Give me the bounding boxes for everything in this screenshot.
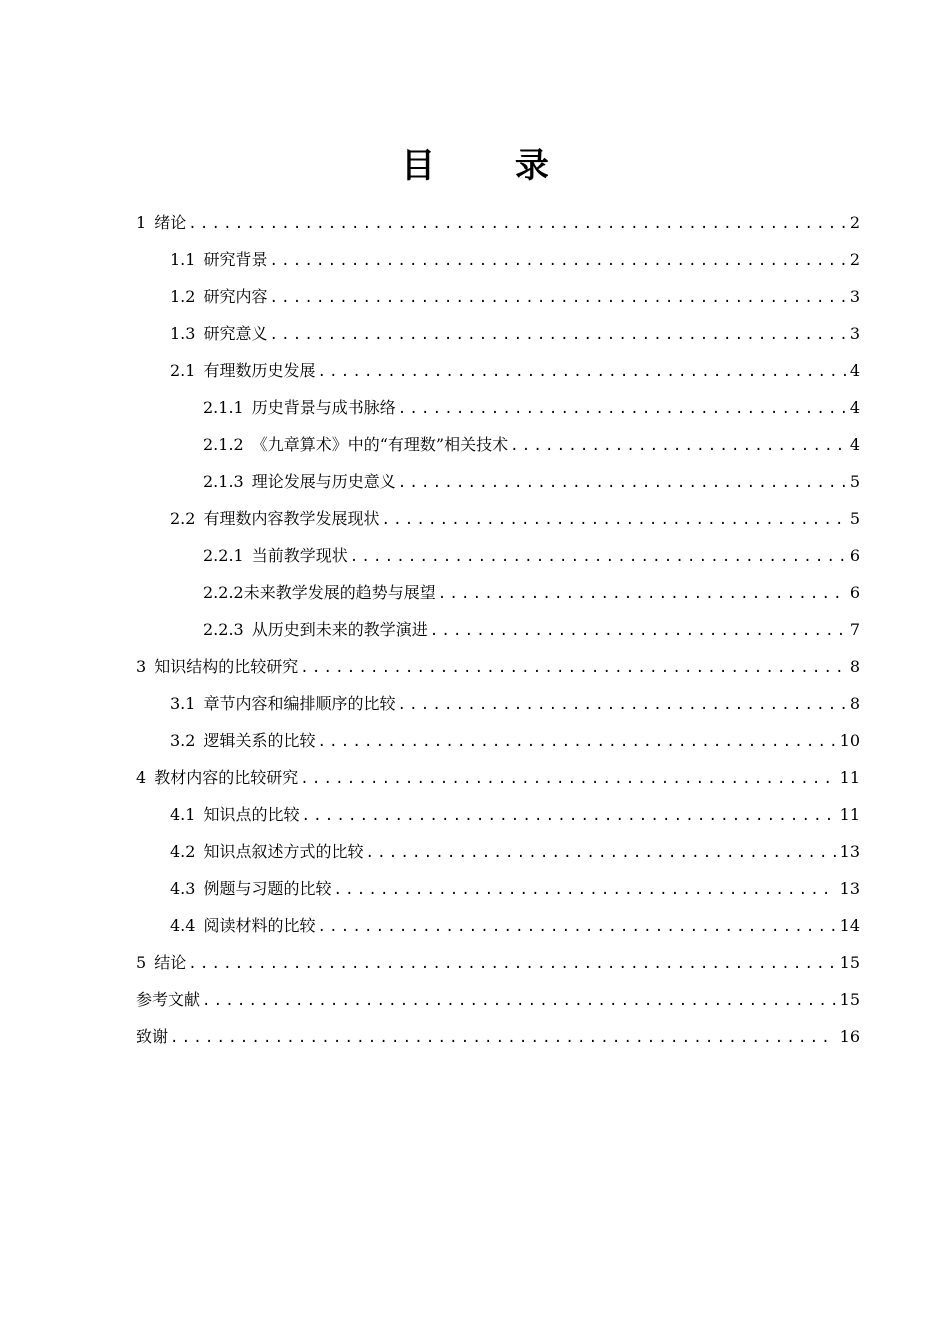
toc-entry-number: 1	[136, 213, 147, 232]
toc-entry[interactable]	[136, 722, 860, 759]
toc-entry[interactable]	[136, 796, 860, 833]
toc-entry-label: 结论	[154, 953, 187, 972]
toc-title: 目 录	[401, 146, 583, 186]
toc-entry-label: 理论发展与历史意义	[251, 472, 396, 491]
toc-entry-page: 5	[849, 472, 860, 491]
toc-leader-dots	[300, 761, 835, 798]
toc-entry-label: 研究背景	[203, 250, 268, 269]
toc-leader-dots	[269, 243, 845, 280]
toc-leader-dots	[317, 354, 845, 391]
toc-leader-dots	[188, 946, 835, 983]
toc-entry[interactable]	[136, 426, 860, 463]
toc-entry-page: 2	[849, 213, 860, 232]
toc-entry-number: 1.3	[170, 324, 196, 343]
toc-entry-label: 从历史到未来的教学演进	[251, 620, 428, 639]
toc-leader-dots	[333, 872, 835, 909]
toc-entry[interactable]	[136, 352, 860, 389]
toc-entry-number: 2.2.3	[203, 620, 244, 639]
toc-leader-dots	[317, 724, 835, 761]
toc-entry-page: 8	[849, 694, 860, 713]
toc-entry[interactable]	[136, 907, 860, 944]
toc-entry[interactable]	[136, 944, 860, 981]
toc-entry-number: 2.1.1	[203, 398, 244, 417]
toc-entry[interactable]	[136, 685, 860, 722]
toc-leader-dots	[510, 428, 846, 465]
toc-leader-dots	[398, 391, 846, 428]
toc-entry[interactable]	[136, 759, 860, 796]
toc-entry-number: 2.2	[170, 509, 196, 528]
toc-entry-label: 绪论	[154, 213, 187, 232]
toc-entry-label: 知识点的比较	[203, 805, 300, 824]
toc-entry[interactable]	[136, 870, 860, 907]
toc-entry-number: 2.1	[170, 361, 196, 380]
toc-entry-page: 4	[849, 361, 860, 380]
toc-entry-page: 16	[839, 1027, 860, 1046]
toc-entry[interactable]	[136, 463, 860, 500]
toc-leader-dots	[398, 465, 846, 502]
toc-entry[interactable]	[136, 204, 860, 241]
toc-entry-number: 4	[136, 768, 147, 787]
toc-entry-label: 研究内容	[203, 287, 268, 306]
toc-leader-dots	[300, 650, 846, 687]
toc-entry-number: 1.2	[170, 287, 196, 306]
toc-entry-number: 5	[136, 953, 147, 972]
toc-entry-label: 致谢	[136, 1027, 169, 1046]
toc-entry[interactable]	[136, 241, 860, 278]
toc-entry-number: 2.2.2	[203, 583, 244, 602]
toc-entry-page: 5	[849, 509, 860, 528]
toc-entry-label: 参考文献	[136, 990, 201, 1009]
toc-entry-number: 3	[136, 657, 147, 676]
toc-entry-label: 有理数历史发展	[203, 361, 316, 380]
toc-entry-label: 历史背景与成书脉络	[251, 398, 396, 417]
toc-entry-label: 知识结构的比较研究	[154, 657, 299, 676]
toc-leader-dots	[397, 687, 845, 724]
toc-entry[interactable]	[136, 611, 860, 648]
toc-entry-number: 2.2.1	[203, 546, 244, 565]
toc-entry-number: 2.1.2	[203, 435, 244, 454]
toc-leader-dots	[430, 613, 846, 650]
toc-entry[interactable]	[136, 833, 860, 870]
toc-entry-page: 11	[839, 805, 860, 824]
toc-entry[interactable]	[136, 981, 860, 1018]
toc-entry-page: 15	[839, 953, 860, 972]
toc-entry-label: 章节内容和编排顺序的比较	[203, 694, 396, 713]
toc-leader-dots	[188, 206, 846, 243]
toc-entry-label: 研究意义	[203, 324, 268, 343]
toc-entry-number: 4.3	[170, 879, 196, 898]
toc-entry-number: 1.1	[170, 250, 196, 269]
toc-entry-number: 4.2	[170, 842, 196, 861]
toc-entry-number: 4.4	[170, 916, 196, 935]
toc-leader-dots	[438, 576, 846, 613]
toc-leader-dots	[269, 280, 845, 317]
toc-entry[interactable]	[136, 278, 860, 315]
toc-entry-page: 10	[839, 731, 860, 750]
toc-entry-page: 3	[849, 287, 860, 306]
toc-entry-page: 15	[839, 990, 860, 1009]
toc-entry-page: 4	[849, 398, 860, 417]
toc-entry[interactable]	[136, 500, 860, 537]
toc-entry-number: 4.1	[170, 805, 196, 824]
toc-entry-page: 6	[849, 546, 860, 565]
toc-entry-page: 8	[849, 657, 860, 676]
toc-entry-label: 阅读材料的比较	[203, 916, 316, 935]
toc-entry[interactable]	[136, 389, 860, 426]
toc-entry[interactable]	[136, 648, 860, 685]
toc-entry-label: 《九章算术》中的“有理数”相关技术	[251, 435, 509, 454]
toc-entry[interactable]	[136, 1018, 860, 1055]
toc-entry-label: 有理数内容教学发展现状	[203, 509, 380, 528]
toc-leader-dots	[350, 539, 846, 576]
toc-entry[interactable]	[136, 537, 860, 574]
toc-leader-dots	[381, 502, 845, 539]
toc-entry-page: 13	[839, 879, 860, 898]
toc-entry-number: 2.1.3	[203, 472, 244, 491]
toc-entry-label: 教材内容的比较研究	[154, 768, 299, 787]
toc-leader-dots	[269, 317, 845, 354]
toc-entry-label: 逻辑关系的比较	[203, 731, 316, 750]
toc-entry[interactable]	[136, 574, 860, 611]
toc-entry-number: 3.2	[170, 731, 196, 750]
toc-entry-page: 3	[849, 324, 860, 343]
toc-leader-dots	[301, 798, 835, 835]
toc-entry-label: 当前教学现状	[251, 546, 348, 565]
toc-entry-page: 2	[849, 250, 860, 269]
toc-entry-page: 14	[839, 916, 860, 935]
toc-leader-dots	[202, 983, 836, 1020]
toc-leader-dots	[365, 835, 835, 872]
toc-entry-label: 未来教学发展的趋势与展望	[243, 583, 436, 602]
toc-list	[136, 204, 860, 1055]
toc-entry-label: 例题与习题的比较	[203, 879, 332, 898]
toc-leader-dots	[170, 1020, 836, 1057]
toc-entry-page: 11	[839, 768, 860, 787]
toc-entry-page: 7	[849, 620, 860, 639]
toc-entry-page: 13	[839, 842, 860, 861]
toc-entry-page: 4	[849, 435, 860, 454]
toc-entry-page: 6	[849, 583, 860, 602]
toc-entry-label: 知识点叙述方式的比较	[203, 842, 364, 861]
toc-leader-dots	[317, 909, 835, 946]
toc-entry-number: 3.1	[170, 694, 196, 713]
toc-entry[interactable]	[136, 315, 860, 352]
